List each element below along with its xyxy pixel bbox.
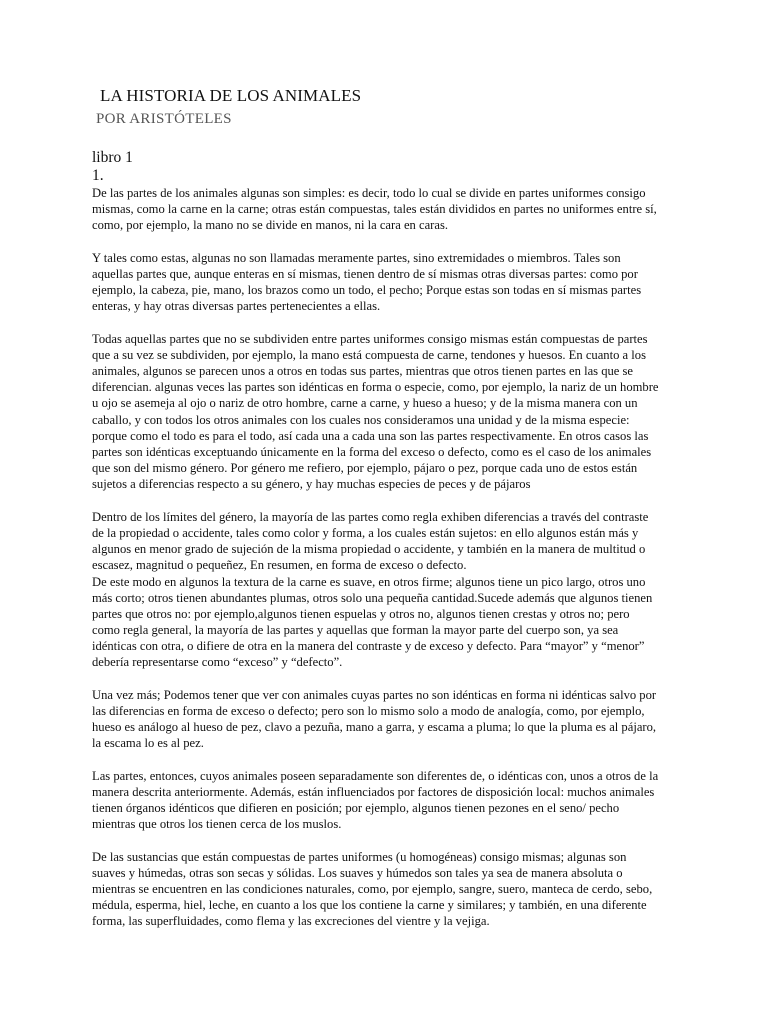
text-line: algunos en menor grado de sujeción de la misma propiedad o accidente, y también en la manera de multitud o (92, 542, 646, 557)
paragraph (92, 331, 678, 493)
text-line: mientras que otros los tienen cerca de los muslos. (92, 817, 342, 832)
document-page (92, 86, 678, 930)
text-line: mismas, como la carne en la carne; otras están compuestas, tales están divididos en partes no uniformes entre sí, (92, 202, 657, 217)
text-line: partes que otros no: por ejemplo,algunos tienen espuelas y otros no, algunos tienen crestas y otros no; pero (92, 606, 630, 621)
text-line: hueso es análogo al hueso de pez, clavo a pezuña, mano a garra, y escama a pluma; lo que la pluma es al pájaro, (92, 720, 657, 735)
body-text (92, 185, 678, 930)
text-line: animales, algunos se parecen unos a otros en todas sus partes, mientras que otros tienen partes en las que se (92, 364, 634, 379)
text-line: sujetos a diferencias respecto a su género, y hay muchas especies de peces y de pájaros (92, 477, 531, 492)
text-line: escasez, magnitud o pequeñez, En resumen, en forma de exceso o defecto. (92, 558, 467, 573)
text-line: Dentro de los límites del género, la mayoría de las partes como regla exhiben diferencias a través del contraste (92, 509, 649, 524)
text-line: Las partes, entonces, cuyos animales poseen separadamente son diferentes de, o idénticas con, unos a otros de la (92, 768, 659, 783)
text-line: porque como el todo es para el todo, así cada una a cada una son las partes respectivamente. En otros casos las (92, 428, 649, 443)
text-line: De este modo en algunos la textura de la carne es suave, en otros firme; algunos tiene un pico largo, otros uno (92, 574, 646, 589)
book-heading: libro 1 (92, 149, 133, 166)
paragraph-spacer (92, 234, 678, 250)
text-line: diferencian. algunas veces las partes son idénticas en forma o especie, como, por ejemplo, la nariz de un hombre (92, 380, 659, 395)
paragraph (92, 185, 678, 234)
text-line: partes son idénticas exceptuando únicamente en la forma del exceso o defecto, como es el caso de los animales (92, 445, 652, 459)
paragraph (92, 849, 678, 930)
text-line: la escama lo es al pez. (92, 736, 204, 751)
text-line: Una vez más; Podemos tener que ver con animales cuyas partes no son idénticas en forma ni idénticas salvo por (92, 687, 657, 702)
document-title: LA HISTORIA DE LOS ANIMALES (100, 86, 362, 105)
text-line: Todas aquellas partes que no se subdividen entre partes uniformes consigo mismas están compuestas de partes (92, 331, 648, 346)
paragraph-spacer (92, 671, 678, 687)
paragraph-spacer (92, 315, 678, 331)
chapter-number: 1. (92, 167, 104, 184)
text-line: enteras, y hay otras diversas partes pertenecientes a ellas. (92, 299, 381, 314)
text-line: debería representarse como “exceso” y “defecto”. (92, 655, 343, 670)
text-line: idénticas con otra, o difiere de otra en la manera del contraste y de exceso y defecto. Para “mayor” y “menor” (92, 639, 645, 654)
paragraph (92, 509, 678, 671)
text-line: las diferencias en forma de exceso o defecto; pero son lo mismo solo a modo de analogía, como, por ejemplo, (92, 704, 645, 718)
text-line: u ojo se asemeja al ojo o nariz de otro hombre, carne a carne, y hueso a hueso; y de la misma manera con un (92, 396, 638, 411)
text-line: que a su vez se subdividen, por ejemplo, la mano está compuesta de carne, tendones y huesos. En cuanto a los (92, 347, 646, 362)
paragraph-spacer (92, 833, 678, 849)
paragraph (92, 687, 678, 752)
text-line: suaves y húmedas, otras son secas y sólidas. Los suaves y húmedos son tales ya sea de manera absoluta o (92, 865, 623, 880)
text-line: como regla general, la mayoría de las partes y aquellas que forman la mayor parte del cuerpo son, ya sea (92, 623, 619, 638)
paragraph-spacer (92, 752, 678, 768)
text-line: más corto; otros tienen abundantes plumas, otros solo una pequeña cantidad.Sucede además que algunos tienen (92, 590, 653, 605)
text-line: de la propiedad o accidente, tales como color y forma, a los cuales están sujetos: en ello algunos están más y (92, 525, 639, 540)
text-line: Y tales como estas, algunas no son llamadas meramente partes, sino extremidades o miembros. Tales son (92, 250, 621, 265)
text-line: que son del mismo género. Por género me refiero, por ejemplo, pájaro o pez, porque cada uno de estos están (92, 461, 638, 476)
text-line: como, por ejemplo, la mano no se divide en manos, ni la cara en caras. (92, 218, 449, 233)
text-line: De las sustancias que están compuestas de partes uniformes (u homogéneas) consigo mismas; algunas son (92, 849, 627, 864)
text-line: forma, las superfluidades, como flema y las excreciones del vientre y la vejiga. (92, 914, 490, 929)
text-line: ejemplo, la cabeza, pie, mano, los brazos como un todo, el pecho; Porque estas son todas en sí mismas partes (92, 283, 642, 298)
text-line: De las partes de los animales algunas son simples: es decir, todo lo cual se divide en partes uniformes consigo (92, 186, 646, 200)
paragraph (92, 768, 678, 833)
document-author: POR ARISTÓTELES (96, 111, 232, 127)
text-line: manera descrita anteriormente. Además, están influenciados por factores de disposición local: muchos animales (92, 784, 655, 799)
text-line: médula, esperma, hiel, leche, en cuanto a los que los contiene la carne y similares; y también, en una diferente (92, 898, 647, 913)
text-line: caballo, y con todos los otros animales con los cuales nos consideramos una unidad y de la misma especie: (92, 412, 630, 427)
text-line: aquellas partes que, aunque enteras en sí mismas, tienen dentro de sí mismas otras diversas partes: como por (92, 266, 638, 281)
paragraph (92, 250, 678, 315)
text-line: tienen órganos idénticos que difieren en posición; por ejemplo, algunos tienen pezones en el seno/ pecho (92, 801, 620, 816)
text-line: mientras se encuentren en las condiciones naturales, como, por ejemplo, sangre, suero, manteca de cerdo, sebo, (92, 882, 653, 897)
paragraph-spacer (92, 493, 678, 509)
